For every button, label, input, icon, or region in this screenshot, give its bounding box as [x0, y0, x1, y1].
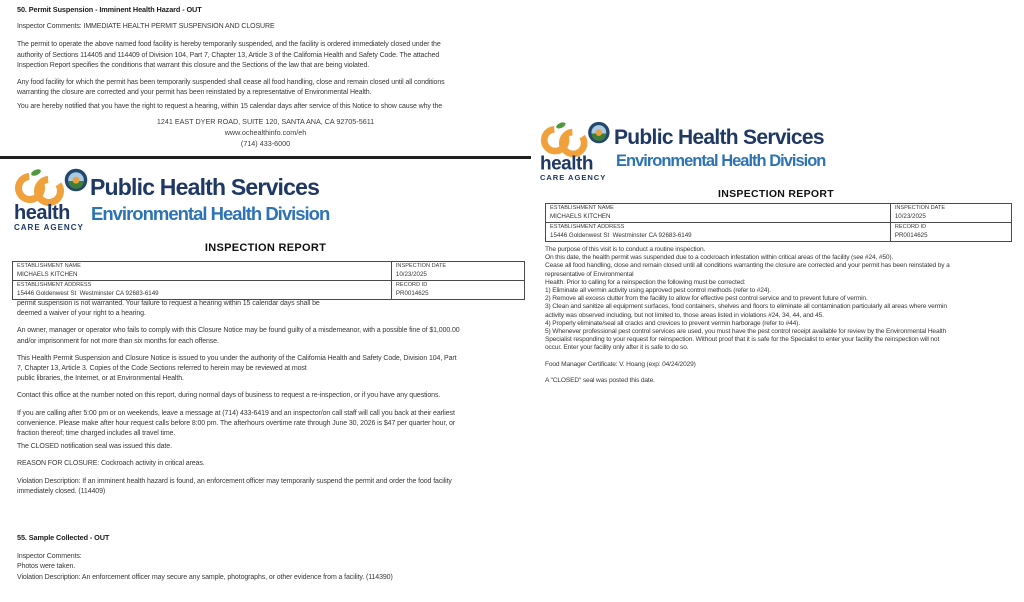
right-page-body: The purpose of this visit is to conduct a routine inspection. On this date, the health permit was suspended due to a cockroach infestation within critical areas of the facility (see #24, #50). Cease all food handling, close and remain closed until all conditions warranting the closure are corrected and your permit has been reinstated by a representative of Environmental Health. Prior to calling for a reinspection the following must be corrected: 1) Eliminate all vermin activity using approved pest control methods (refer to #24). 2) Remove all excess clutter from the facility to allow for effective pest control service and to prevent future of vermin. 3) Clean and sanitize all equipment surfaces, food containers, shelves and floors to eliminate all contamination particularly all areas where vermin activity was observed including, but not limited to, those areas listed in violations #24, 34, 44, and 45. 4) Properly eliminate/seal all cracks and crevices to prevent vermin harborage (refer to #44). 5) Whenever professional pest control services are used, you must have the pest control receipt available for review by the Environmental Health Specialist responding to your request for reinspection. Without proof that it is safe for the Specialist to enter your facility the reinspection will not occur. Enter your facility only after it is safe to do so. Food Manager Certificate: V. Hoang (exp: 04/24/2029) A "CLOSED" seal was posted this date.: [545, 246, 950, 385]
section-50-inspector-comments: Inspector Comments: IMMEDIATE HEALTH PERMIT SUSPENSION AND CLOSURE: [17, 23, 275, 31]
hearing-notice-line: You are hereby notified that you have the right to request a hearing, within 15 calendar days after service of this Notice to show cause why the: [17, 103, 443, 111]
footer-street-address: 1241 EAST DYER ROAD, SUITE 120, SANTA ANA, CA 92705-5611: [156, 117, 375, 126]
violation-description-50: Violation Description: If an imminent health hazard is found, an enforcement officer may temporarily suspend the permit and order the food facility immediately closed. (114409): [17, 477, 452, 495]
closed-seal-line: The CLOSED notification seal was issued this date.: [17, 443, 172, 451]
left-page-subtitle: Environmental Health Division: [91, 203, 330, 224]
left-report-title: INSPECTION REPORT: [204, 242, 327, 254]
oc-health-care-agency-logo: [13, 167, 93, 235]
contact-paragraph: Contact this office at the number noted on this report, during normal days of business to request a re-inspection, or if you have any questions.: [17, 392, 441, 400]
left-establishment-table: [12, 261, 525, 300]
left-page-body: [17, 299, 522, 583]
care-agency-label: CARE AGENCY: [539, 173, 607, 183]
authority-paragraph: This Health Permit Suspension and Closure Notice is issued to you under the authority of the California Health and Safety Code, Division 104, Part 7, Chapter 13, Article 3. Copies of the Code Sections referred to herein may be reviewed at most public libraries, the Internet, or at Environmental Health.: [17, 354, 457, 383]
care-agency-label: CARE AGENCY: [14, 223, 84, 232]
establishment-name-value: MICHAELS KITCHEN: [17, 270, 78, 278]
inspection-date-label: INSPECTION DATE: [894, 205, 946, 211]
leaf-icon: [555, 121, 566, 130]
inspection-date-value: 10/23/2025: [395, 270, 427, 278]
page-boundary-divider: [0, 156, 531, 159]
suspension-paragraph-2: Any food facility for which the permit has been temporarily suspended shall cease all food handling, close and remain closed until all conditions warranting the closure are corrected and your permit has been reinstated by a representative of Environmental Health.: [17, 79, 445, 97]
footer-phone: (714) 433-6000: [240, 139, 291, 148]
health-wordmark: health: [14, 202, 70, 224]
establishment-name-value: MICHAELS KITCHEN: [550, 212, 611, 220]
county-seal-icon: [65, 169, 88, 192]
establishment-name-label: ESTABLISHMENT NAME: [550, 205, 614, 211]
record-id-value: PR0014625: [395, 289, 429, 297]
hearing-waiver-paragraph: permit suspension is not warranted. Your failure to request a hearing within 15 calendar days shall be deemed a waiver of your right to a hearing.: [17, 300, 320, 318]
establishment-address-label: ESTABLISHMENT ADDRESS: [17, 282, 92, 288]
inspection-date-label: INSPECTION DATE: [395, 263, 447, 269]
right-page-title: Public Health Services: [614, 126, 824, 149]
reason-for-closure-line: REASON FOR CLOSURE: Cockroach activity in critical areas.: [17, 460, 205, 468]
inspection-date-value: 10/23/2025: [894, 212, 926, 220]
record-id-value: PR0014625: [894, 231, 928, 239]
section-55-heading: 55. Sample Collected - OUT: [17, 533, 110, 543]
health-wordmark: health: [539, 153, 594, 175]
establishment-address-value: 15446 Goldenwest St Westminster CA 92683-6149: [550, 231, 692, 239]
right-establishment-table: [545, 203, 1012, 242]
table-row: [546, 223, 1012, 242]
establishment-address-label: ESTABLISHMENT ADDRESS: [550, 224, 625, 230]
office-address-footer: [0, 116, 531, 149]
record-id-label: RECORD ID: [894, 224, 927, 230]
table-row: [13, 262, 525, 281]
right-page-subtitle: Environmental Health Division: [616, 152, 826, 170]
oc-health-care-agency-logo: [539, 120, 615, 185]
section-55-body: Inspector Comments: Photos were taken. Violation Description: An enforcement officer may secure any sample, photographs, or other evidence from a facility. (114390): [17, 553, 393, 581]
right-report-title: INSPECTION REPORT: [718, 188, 834, 200]
suspension-paragraph-1: The permit to operate the above named food facility is hereby temporarily suspended, and the facility is ordered immediately closed under the authority of Sections 114405 and 114409 of Division 104, Part 7, Chapter 13, Article 3 of the California Health and Safety Code. The attached Inspection Report specifies the conditions that warrant this closure and the Sections of the law that are being violated.: [17, 41, 441, 69]
section-50-heading: 50. Permit Suspension - Imminent Health Hazard - OUT: [17, 5, 202, 14]
table-row: [546, 204, 1012, 223]
footer-website: www.ochealthinfo.com/eh: [224, 128, 307, 137]
previous-page-bottom: [17, 5, 522, 113]
misdemeanor-paragraph: An owner, manager or operator who fails to comply with this Closure Notice may be found guilty of a misdemeanor, with a possible fine of $1,000.00 and/or imprisonment for not more than six months for each offense.: [17, 327, 460, 345]
table-row: [13, 281, 525, 300]
county-seal-icon: [588, 122, 609, 143]
afterhours-paragraph: If you are calling after 5:00 pm or on weekends, leave a message at (714) 433-6419 and an inspector/on call staff will call you back at their earliest convenience. Please make after hour request calls before 8:00 pm. The afterhours overtime rate through June 30, 2026 is $47 per quarter hour, or fraction thereof; time charged includes all travel time.: [17, 409, 456, 438]
left-page-title: Public Health Services: [90, 174, 320, 200]
record-id-label: RECORD ID: [395, 282, 428, 288]
leaf-icon: [30, 168, 42, 177]
establishment-name-label: ESTABLISHMENT NAME: [17, 263, 81, 269]
establishment-address-value: 15446 Goldenwest St Westminster CA 92683-6149: [17, 289, 159, 297]
